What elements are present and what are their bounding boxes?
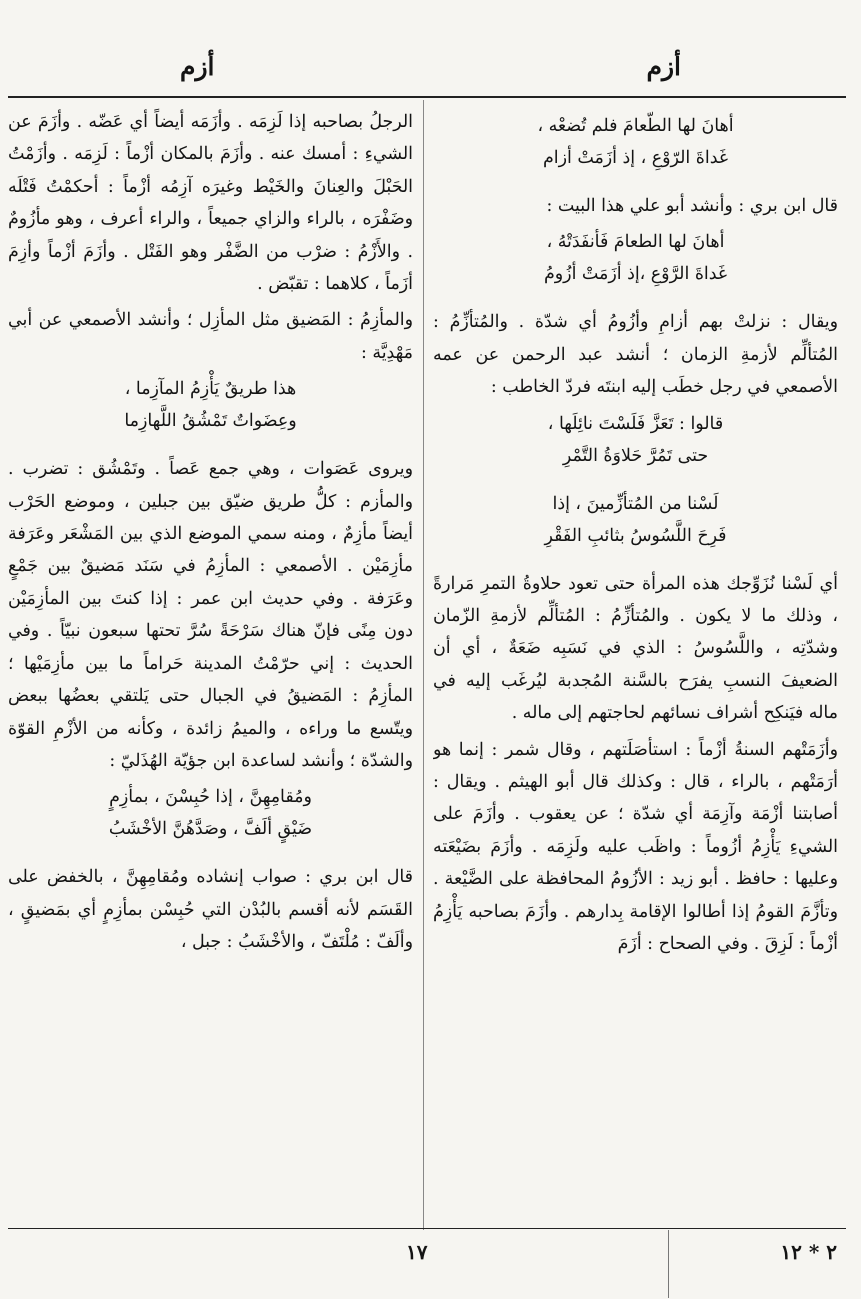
paragraph: ويروى عَصَوات ، وهي جمع عَصاً . وتَمْشُق : تضرب . والمأزم : كلُّ طريق ضيّق بين جبلين ، وموضع الحَرْب أيضاً مأزِمٌ ، ومنه سمي الموضع الذي بين المَشْعَر وعَرَفة مأزِمَيْن . الأصمعي : المأزِمُ في سَنَد مَضيقٌ بين جَمْعٍ وعَرَفة . وفي حديث ابن عمر : إذا كنتَ بين المأزِمَيْن دون مِنًى فإنّ هناك سَرْحَةً سُرَّ تحتها سبعون نبيّاً . وفي الحديث : إني حرّمْتُ المدينة حَراماً ما بين مأزِمَيْها ؛ المأزِمُ : المَضيقُ في الجبال حتى يَلتقي بعضُها ببعض ويتّسع ما وراءه ، والميمُ زائدة ، وكأنه من الأزْمِ القوّة والشدّة ؛ وأنشد لساعدة ابن جؤيّة الهُذَليّ : — [8, 459, 413, 771]
verse-block — [8, 373, 413, 437]
verse-line: غَداةَ الرَّوْعِ ،إذ أزَمَتْ أزُومُ — [544, 264, 727, 285]
running-head-right: أزم — [646, 52, 681, 81]
verse-line: حتى تَمُرَّ حَلاوَةُ التَّمْرِ — [562, 445, 709, 466]
verse-line: ومُقامِهِنَّ ، إذا حُبِسْنَ ، بمأزِمٍ — [109, 787, 312, 808]
verse-line: لَسْنا من المُتأزِّمينَ ، إذا — [552, 493, 719, 514]
header-rule — [8, 96, 846, 98]
verse-line: فَرِحَ اللَّسُوسُ بثائبِ الفَقْرِ — [544, 525, 727, 546]
verse-line: غَداةَ الرّوْعِ ، إذ أزَمَتْ أزام — [543, 148, 728, 168]
footer-rule — [8, 1228, 846, 1229]
right-column — [433, 106, 838, 1226]
verse-block — [8, 781, 413, 845]
column-divider — [423, 100, 424, 1230]
verse-line: وعِضَواتٌ تَمْشُقُ اللَّهازِما — [124, 411, 297, 432]
verse-block — [433, 408, 838, 472]
verse-block — [433, 110, 838, 174]
signature-mark: ٢ * ١٢ — [780, 1240, 837, 1264]
verse-line: ضَيْقٍ ألَفَّ ، وصَدَّهُنَّ الأخْشَبُ — [108, 819, 313, 840]
left-column — [8, 106, 413, 1226]
paragraph: ويقال : نزلتْ بهم أزامِ وأزُومُ أي شدّة . والمُتأزِّمُ : المُتألِّم لأزمةِ الزمان ؛ أنشد عبد الرحمن عن عمه الأصمعي في رجل خطَب إليه ابنتَه فردّ الخاطب : — [433, 312, 838, 398]
verse-line: أهانَ لها الطّعامَ فلم تُضعْه ، — [537, 116, 734, 136]
page-header — [0, 52, 861, 94]
paragraph: قال ابن بري : صواب إنشاده ومُقامِهِنَّ ، بالخفض على القَسَم لأنه أقسم بالبُدْن التي حُبِسْن بمأزِمٍ أي بمَضيقٍ ، وألَفّ : مُلْتَفّ ، والأخْشَبُ : جبل ، — [8, 867, 413, 953]
paragraph: الرجلُ بصاحبه إذا لَزِمَه . وأزَمَه أيضاً أي عَضّه . وأزَمَ عن الشيءِ : أمسك عنه . وأزَمَ بالمكان أزْماً : لَزِمَه . وأزَمْتُ الحَبْلَ والعِنانَ والخَيْط وغيرَه آزِمُه أزْماً : أحكمْتُ فَتْلَه وضَفْرَه ، بالراء والزاي جميعاً ، والراء أعرف ، وهو مأزُومٌ . والأَزْمُ : ضرْب من الضَّفْر وهو الفَتْل . وأزَمَ أزْماً وأزِمَ أزَماً ، كلاهما : تقبّض . — [8, 112, 413, 295]
paragraph: قال ابن بري : وأنشد أبو علي هذا البيت : — [546, 196, 838, 216]
paragraph: أي لَسْنا نُزَوِّجك هذه المرأة حتى تعود حلاوةُ التمرِ مَرارةً ، وذلك ما لا يكون . والمُتأزِّمُ : المُتألِّم لأزمةِ الزّمان وشدّتِه ، واللَّسُوسُ : الذي في نَسَبِه ضَعَةٌ ، أي أن الضعيفَ النسبِ يفرَح بالسَّنة المُجدبة ليُرغَب إليه في ماله فيَنكِح أشراف نسائهم لحاجتهم إلى ماله . — [433, 573, 838, 724]
footer-divider — [668, 1230, 669, 1298]
running-head-left: أزم — [180, 52, 215, 81]
verse-block — [433, 226, 838, 290]
paragraph: وأزَمَتْهم السنةُ أزْماً : استأصَلَتهم ، وقال شمر : إنما هو أرَمَتْهم ، بالراء ، قال : وكذلك قال أبو الهيثم . ويقال : أصابتنا أزْمَة وآزِمَة أي شدّة ؛ عن يعقوب . وأزَمَ على الشيءِ يَأْزِمُ أزُوماً : واظَب عليه ولَزِمَه . وأزَمَ بضَيْعَته وعليها : حافظ . أبو زيد : الأزُومُ المحافظة على الضَّيْعة . وتأزَّمَ القومُ إذا أطالوا الإقامة بِدارهم . وأزَمَ بصاحبه يَأْزِمُ أزْماً : لَزِقَ . وفي الصحاح : أزَمَ — [433, 739, 838, 955]
verse-line: أهانَ لها الطعامَ فَأنفَدَتْهُ ، — [546, 232, 725, 253]
verse-block — [433, 488, 838, 552]
paragraph: والمأزِمُ : المَضيق مثل المأزِل ؛ وأنشد الأصمعي عن أبي مَهْدِيَّة : — [8, 310, 413, 363]
verse-line: هذا طريقٌ يَأْزِمُ المآزِما ، — [124, 379, 297, 400]
verse-line: قالوا : تَعَزَّ فَلَسْتَ نائِلَها ، — [547, 413, 724, 434]
page-number: ١٧ — [406, 1240, 428, 1264]
